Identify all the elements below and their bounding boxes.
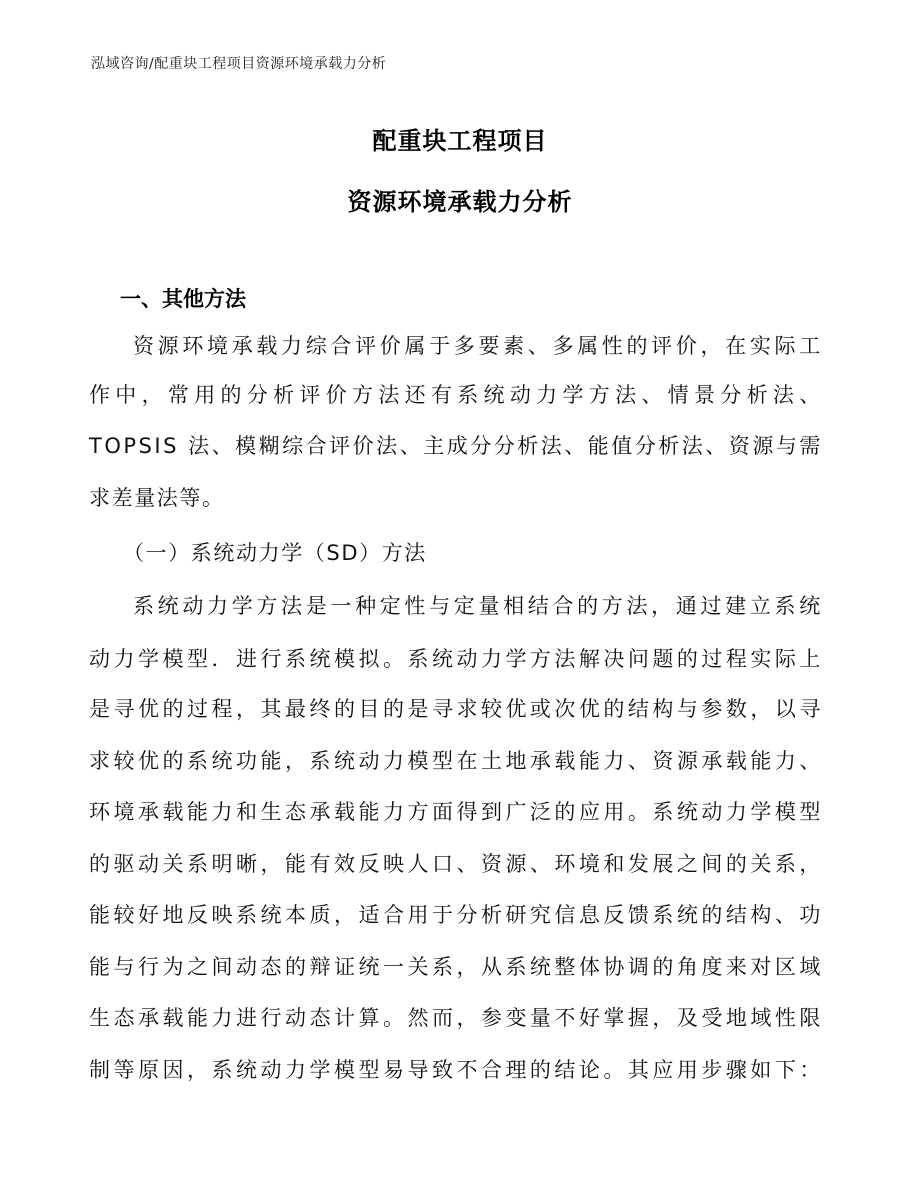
subsection-heading: （一）系统动力学（SD）方法 bbox=[123, 541, 427, 565]
paragraph-line: 环境承载能力和生态承载能力方面得到广泛的应用。系统动力学模型 bbox=[89, 800, 824, 824]
paragraph-line: TOPSIS 法、模糊综合评价法、主成分分析法、能值分析法、资源与需 bbox=[89, 434, 823, 458]
paragraph-line: 制等原因，系统动力学模型易导致不合理的结论。其应用步骤如下： bbox=[89, 1058, 824, 1082]
document-title-line-1: 配重块工程项目 bbox=[372, 127, 548, 155]
document-title-line-2: 资源环境承载力分析 bbox=[347, 188, 573, 216]
paragraph-line: 资源环境承载力综合评价属于多要素、多属性的评价，在实际工 bbox=[133, 334, 824, 358]
paragraph-line: 作中，常用的分析评价方法还有系统动力学方法、情景分析法、 bbox=[89, 383, 826, 407]
paragraph-line: 求差量法等。 bbox=[89, 486, 225, 510]
paragraph-line: 生态承载能力进行动态计算。然而，参变量不好掌握，及受地域性限 bbox=[89, 1006, 824, 1030]
paragraph-line: 的驱动关系明晰，能有效反映人口、资源、环境和发展之间的关系， bbox=[89, 852, 824, 876]
paragraph-line: 系统动力学方法是一种定性与定量相结合的方法，通过建立系统 bbox=[133, 594, 824, 618]
paragraph-line: 能与行为之间动态的辩证统一关系，从系统整体协调的角度来对区域 bbox=[89, 955, 824, 979]
section-heading: 一、其他方法 bbox=[120, 287, 246, 311]
paragraph-line: 能较好地反映系统本质，适合用于分析研究信息反馈系统的结构、功 bbox=[89, 903, 824, 927]
paragraph-line: 是寻优的过程，其最终的目的是寻求较优或次优的结构与参数，以寻 bbox=[89, 697, 824, 721]
running-header: 泓域咨询/配重块工程项目资源环境承载力分析 bbox=[91, 56, 387, 72]
paragraph-line: 求较优的系统功能，系统动力模型在土地承载能力、资源承载能力、 bbox=[89, 749, 824, 773]
paragraph-line: 动力学模型．进行系统模拟。系统动力学方法解决问题的过程实际上 bbox=[89, 647, 824, 671]
